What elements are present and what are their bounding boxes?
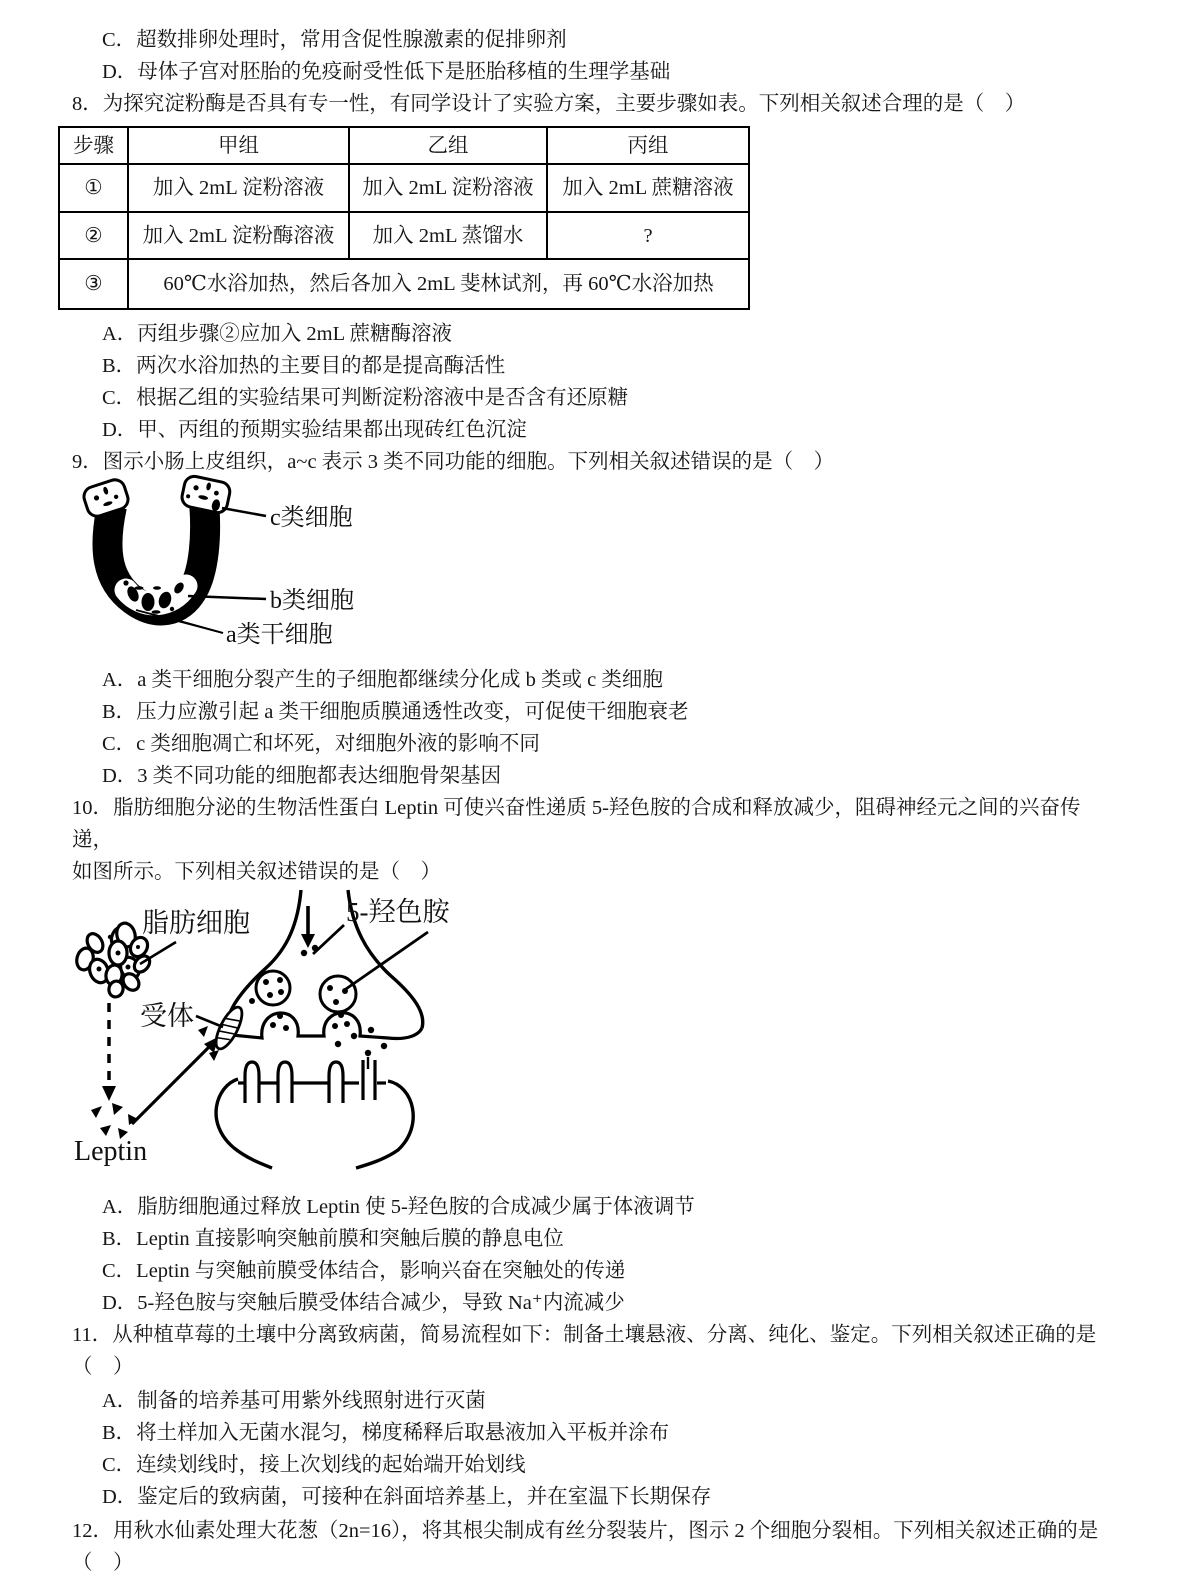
q11-option-d: D．鉴定后的致病菌，可接种在斜面培养基上，并在室温下长期保存 (102, 1486, 712, 1508)
table-row (59, 259, 749, 309)
postsynaptic-membrane (238, 1060, 386, 1103)
label-b-cells: b类细胞 (270, 588, 354, 614)
synapse-leptin-diagram (66, 888, 466, 1173)
table-header-groupA: 甲组 (128, 127, 349, 164)
table-cell-step3: ③ (59, 259, 128, 309)
serotonin-leader-line-1 (313, 925, 344, 954)
q10-stem-line2: 如图所示。下列相关叙述错误的是（ ） (72, 861, 441, 883)
q9-option-c: C．c 类细胞凋亡和坏死，对细胞外液的影响不同 (102, 733, 540, 755)
fat-cell-cluster (74, 921, 152, 998)
q11-option-c: C．连续划线时，接上次划线的起始端开始划线 (102, 1454, 526, 1476)
q11-option-b: B．将土样加入无菌水混匀，梯度稀释后取悬液加入平板并涂布 (102, 1422, 670, 1444)
label-c-cells: c类细胞 (270, 505, 353, 531)
table-cell: ? (547, 212, 749, 259)
c-cells-leader-line (222, 508, 266, 516)
q9-options (72, 664, 1114, 792)
table-header-row (59, 127, 749, 164)
table-cell: 加入 2mL 淀粉酶溶液 (128, 212, 349, 259)
q12-stem-line1: 12．用秋水仙素处理大花葱（2n=16），将其根尖制成有丝分裂装片，图示 2 个细胞分裂相。下列相关叙述正确的是 (72, 1520, 1099, 1542)
table-row (59, 164, 749, 212)
table-cell: 加入 2mL 蔗糖溶液 (547, 164, 749, 212)
table-cell: 加入 2mL 淀粉溶液 (128, 164, 349, 212)
q11-stem-line1: 11．从种植草莓的土壤中分离致病菌，简易流程如下：制备土壤悬液、分离、纯化、鉴定。下列相关叙述正确的是 (72, 1324, 1097, 1346)
q10-option-a: A．脂肪细胞通过释放 Leptin 使 5-羟色胺的合成减少属于体液调节 (102, 1196, 695, 1218)
table-cell: 加入 2mL 蒸馏水 (349, 212, 547, 259)
q9-stem: 9．图示小肠上皮组织，a~c 表示 3 类不同功能的细胞。下列相关叙述错误的是（ ） (72, 451, 835, 473)
vesicles (256, 971, 356, 1012)
q10-option-d: D．5-羟色胺与突触后膜受体结合减少，导致 Na⁺内流减少 (102, 1292, 625, 1314)
table-header-groupC: 丙组 (547, 127, 749, 164)
table-header-step: 步骤 (59, 127, 128, 164)
q9-option-a: A．a 类干细胞分裂产生的子细胞都继续分化成 b 类或 c 类细胞 (102, 669, 663, 691)
q8-stem: 8．为探究淀粉酶是否具有专一性，有同学设计了实验方案，主要步骤如表。下列相关叙述合理的是（ ） (72, 93, 1026, 115)
table-row (59, 212, 749, 259)
intestinal-epithelium-diagram (76, 478, 416, 650)
label-a-stem-cells: a类干细胞 (226, 622, 333, 648)
q8-options (72, 318, 1114, 446)
q11-options (72, 1385, 1114, 1513)
bound-leptin-1 (198, 1026, 208, 1037)
table-cell-step2: ② (59, 212, 128, 259)
q9-option-d: D．3 类不同功能的细胞都表达细胞骨架基因 (102, 765, 502, 787)
label-receptor: 受体 (140, 1001, 194, 1031)
table-header-groupB: 乙组 (349, 127, 547, 164)
q11-stem-line2: （ ） (72, 1356, 134, 1378)
q11-option-a: A．制备的培养基可用紫外线照射进行灭菌 (102, 1390, 486, 1412)
q8-option-b: B．两次水浴加热的主要目的都是提高酶活性 (102, 355, 506, 377)
table-cell-merged: 60℃水浴加热，然后各加入 2mL 斐林试剂，再 60℃水浴加热 (128, 259, 749, 309)
q8-option-a: A．丙组步骤②应加入 2mL 蔗糖酶溶液 (102, 323, 453, 345)
dashed-arrowhead (102, 1086, 116, 1101)
q12-block (72, 1515, 1114, 1579)
prev-option-c: C．超数排卵处理时，常用含促性腺激素的促排卵剂 (102, 29, 567, 51)
leptin-molecules (91, 1103, 138, 1139)
table-cell: 加入 2mL 淀粉溶液 (349, 164, 547, 212)
receptor-leader-line (196, 1016, 223, 1027)
label-serotonin: 5-羟色胺 (346, 897, 450, 927)
q10-options (72, 1191, 1114, 1319)
table-cell-step1: ① (59, 164, 128, 212)
q10-option-c: C．Leptin 与突触前膜受体结合，影响兴奋在突触处的传递 (102, 1260, 626, 1282)
a-cells-leader-line-2 (162, 616, 223, 633)
q12-stem-line2: （ ） (72, 1552, 134, 1574)
prev-option-d: D．母体子宫对胚胎的免疫耐受性低下是胚胎移植的生理学基础 (102, 61, 671, 83)
presynaptic-membrane (232, 1013, 422, 1039)
bound-leptin-2 (209, 1050, 219, 1061)
q10-stem-line1: 10．脂肪细胞分泌的生物活性蛋白 Leptin 可使兴奋性递质 5-羟色胺的合成和释放减少，阻碍神经元之间的兴奋传递， (72, 797, 1081, 851)
label-leptin: Leptin (74, 1136, 148, 1167)
presynaptic-receptor (211, 1004, 247, 1053)
leptin-to-receptor-arrow (132, 1046, 210, 1124)
label-fat-cell: 脂肪细胞 (142, 908, 250, 938)
q8-option-d: D．甲、丙组的预期实验结果都出现砖红色沉淀 (102, 419, 527, 441)
q10-option-b: B．Leptin 直接影响突触前膜和突触后膜的静息电位 (102, 1228, 564, 1250)
serotonin-leader-line-2 (343, 932, 428, 991)
q8-option-c: C．根据乙组的实验结果可判断淀粉溶液中是否含有还原糖 (102, 387, 629, 409)
q9-option-b: B．压力应激引起 a 类干细胞质膜通透性改变，可促使干细胞衰老 (102, 701, 689, 723)
q8-experiment-table (58, 126, 750, 310)
